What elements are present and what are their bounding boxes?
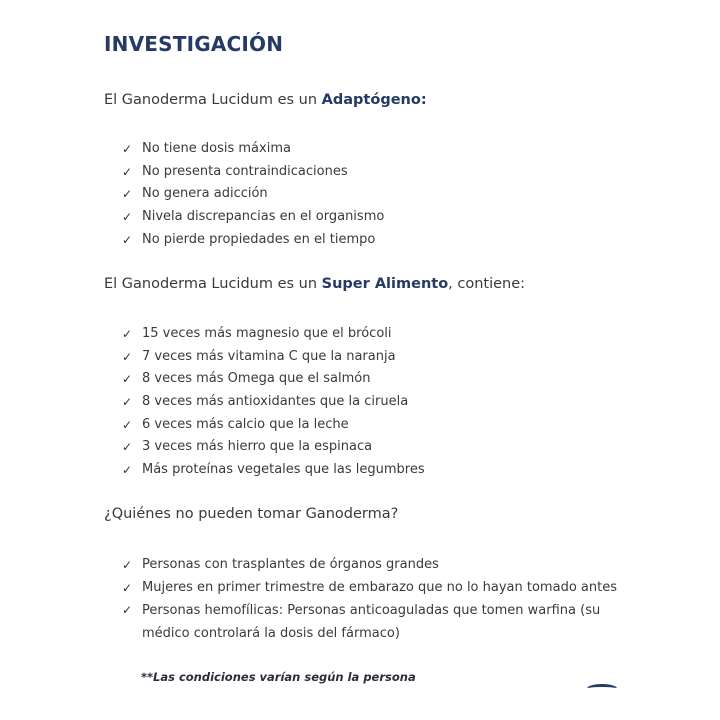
list-item: ✓ Personas hemofílicas: Personas anticoaguladas que tomen warfina (su médico controlará la dosis del fármaco)	[120, 599, 602, 645]
check-icon: ✓	[122, 327, 133, 341]
list-item: ✓ Personas con trasplantes de órganos grandes	[120, 554, 617, 577]
list-item: ✓ No presenta contraindicaciones	[120, 161, 384, 184]
check-icon: ✓	[122, 210, 133, 225]
list-item: ✓ No pierde propiedades en el tiempo	[120, 229, 384, 252]
intro-keyword: Super Alimento	[321, 276, 449, 292]
list-item: ✓ Más proteínas vegetales que las legumbres	[120, 459, 425, 482]
footnote: **Las condiciones varían según la persona	[141, 670, 416, 684]
check-icon: ✓	[122, 232, 133, 247]
intro-text: El Ganoderma Lucidum es un	[104, 92, 322, 108]
list-item: ✓ Mujeres en primer trimestre de embarazo que no lo hayan tomado antes	[120, 577, 617, 600]
list-item: ✓ 8 veces más antioxidantes que la ciruela	[120, 391, 425, 414]
check-icon: ✓	[122, 372, 133, 387]
list-item: ✓ Nivela discrepancias en el organismo	[120, 206, 384, 229]
list-item: ✓ 15 veces más magnesio que el brócoli	[120, 323, 425, 346]
check-icon: ✓	[122, 142, 133, 156]
list-item: ✓ No genera adicción	[120, 183, 384, 206]
contraindicaciones-list	[120, 554, 617, 645]
list-item: ✓ 3 veces más hierro que la espinaca	[120, 436, 425, 459]
check-icon: ✓	[122, 558, 133, 572]
intro-suffix: :	[420, 92, 427, 108]
list-item: ✓ 6 veces más calcio que la leche	[120, 414, 425, 437]
list-item: ✓ 7 veces más vitamina C que la naranja	[120, 346, 425, 369]
check-icon: ✓	[122, 463, 133, 478]
intro-keyword: Adaptógeno	[321, 92, 421, 108]
check-icon: ✓	[122, 187, 133, 202]
page-title: INVESTIGACIÓN	[104, 32, 284, 56]
check-icon: ✓	[122, 603, 133, 618]
list-item: ✓ 8 veces más Omega que el salmón	[120, 368, 425, 391]
list-item: ✓ No tiene dosis máxima	[120, 138, 384, 161]
check-icon: ✓	[122, 417, 133, 432]
adaptogeno-list	[120, 138, 384, 251]
check-icon: ✓	[122, 349, 133, 364]
check-icon: ✓	[122, 440, 133, 455]
section-intro-super-alimento	[104, 276, 525, 292]
intro-text: El Ganoderma Lucidum es un	[104, 276, 322, 292]
section-intro-adaptogeno	[104, 92, 427, 108]
section-intro-contraindicaciones: ¿Quiénes no pueden tomar Ganoderma?	[104, 506, 399, 522]
intro-suffix: , contiene:	[448, 276, 526, 292]
check-icon: ✓	[122, 164, 133, 179]
super-alimento-list	[120, 323, 425, 482]
check-icon: ✓	[122, 395, 133, 410]
check-icon: ✓	[122, 580, 133, 595]
seal-logo-fragment	[587, 684, 617, 693]
